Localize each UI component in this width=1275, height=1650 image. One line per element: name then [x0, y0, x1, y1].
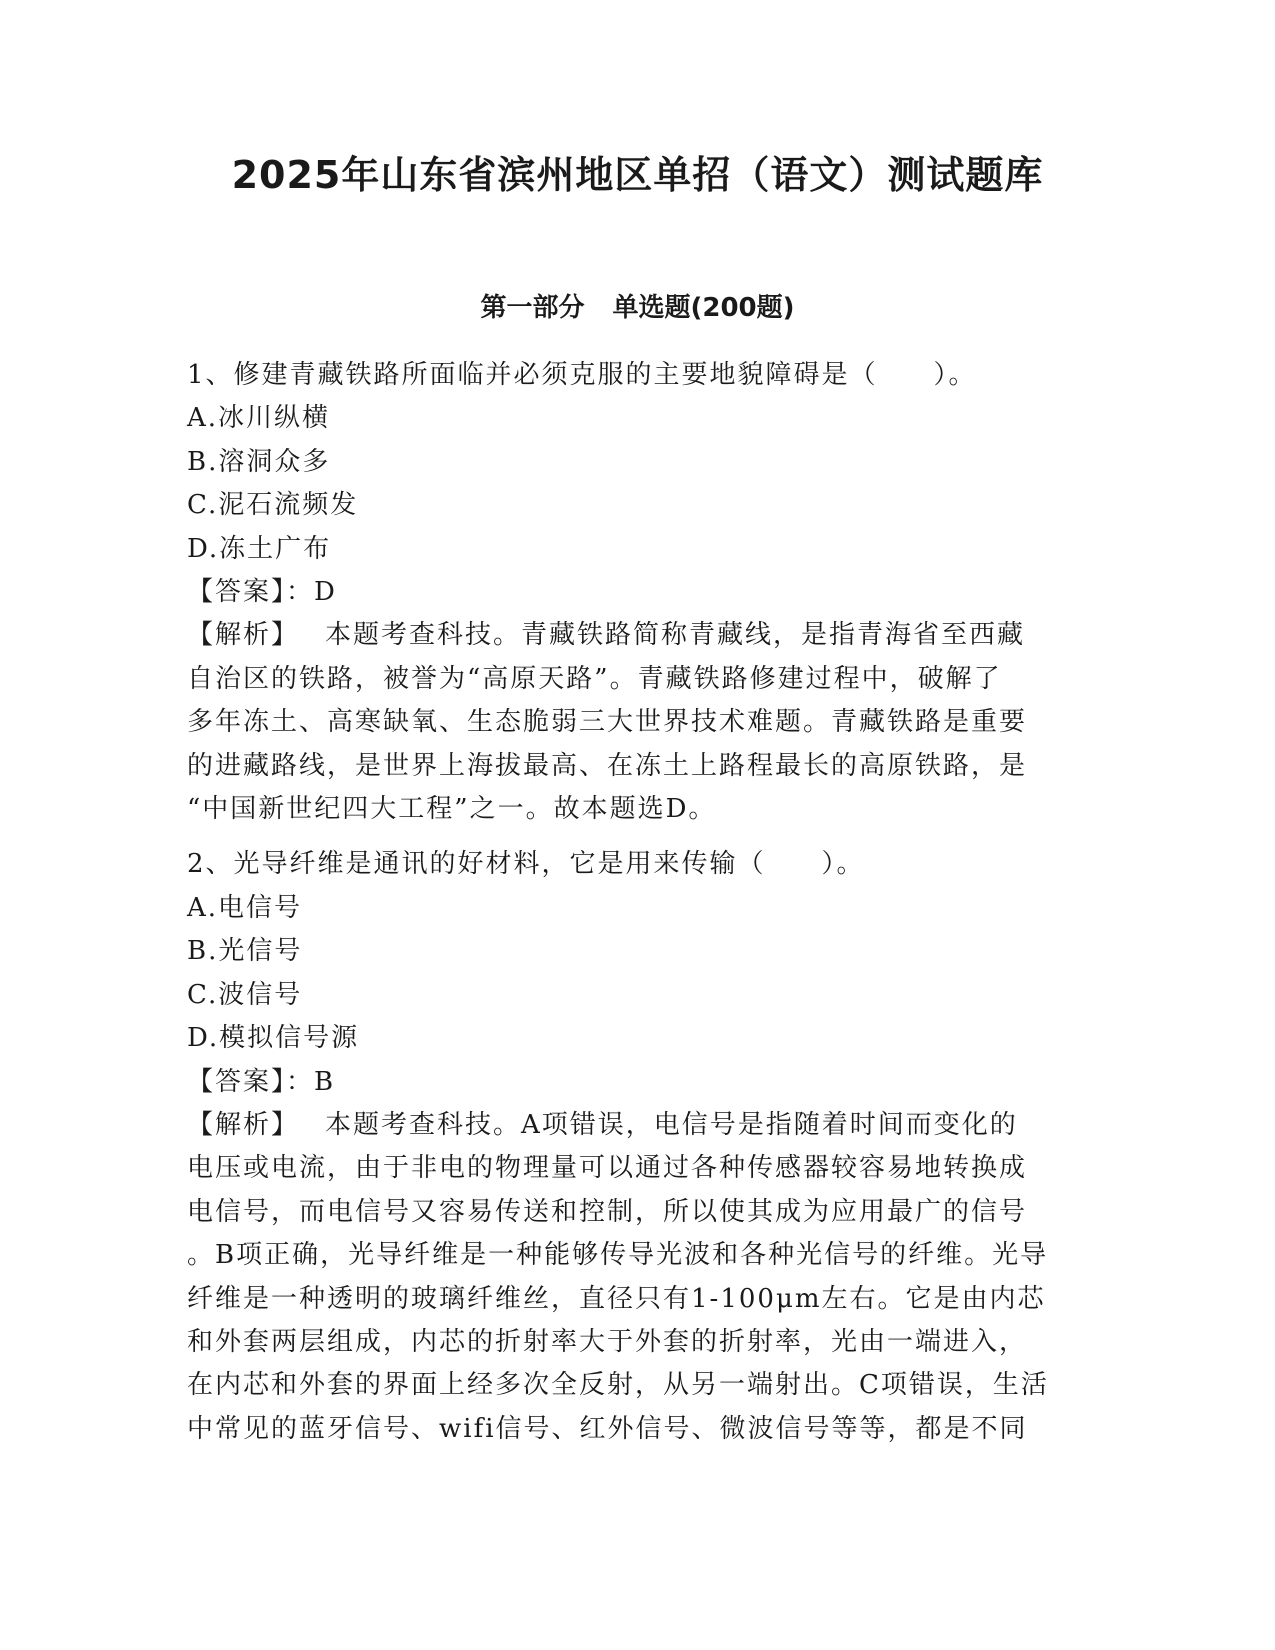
answer-value: D: [314, 577, 337, 608]
explanation-line: 自治区的铁路，被誉为“高原天路”。青藏铁路修建过程中，破解了: [187, 663, 1002, 694]
document-title: 2025年山东省滨州地区单招（语文）测试题库: [231, 153, 1044, 197]
explanation-label: 【解析】: [187, 620, 300, 651]
answer-value: B: [314, 1066, 336, 1097]
section-heading: [0, 288, 1275, 328]
explanation-line: 中常见的蓝牙信号、wifi信号、红外信号、微波信号等等，都是不同: [187, 1413, 1028, 1444]
option-b: B.溶洞众多: [187, 446, 331, 477]
option-a: A.电信号: [187, 892, 303, 923]
explanation-text: 本题考查科技。青藏铁路简称青藏线，是指青海省至西藏: [325, 620, 1026, 651]
question-stem: 2、光导纤维是通讯的好材料，它是用来传输（ ）。: [187, 849, 865, 880]
explanation-line: 在内芯和外套的界面上经多次全反射，从另一端射出。C项错误，生活: [187, 1370, 1049, 1401]
explanation-text: 本题考查科技。A项错误，电信号是指随着时间而变化的: [325, 1109, 1018, 1140]
option-c: C.泥石流频发: [187, 490, 359, 521]
question-1: [187, 354, 1087, 831]
explanation-line: [187, 1104, 1087, 1147]
option-b: B.光信号: [187, 936, 303, 967]
question-stem: 1、修建青藏铁路所面临并必须克服的主要地貌障碍是（ ）。: [187, 360, 977, 390]
option-d: D.模拟信号源: [187, 1023, 360, 1054]
section-heading-name: 单选题(200题): [612, 293, 795, 323]
answer-line: [187, 1061, 1087, 1104]
option-d: D.冻土广布: [187, 533, 332, 564]
explanation-label: 【解析】: [187, 1109, 300, 1140]
question-2: [187, 843, 1087, 1451]
explanation-line: “中国新世纪四大工程”之一。故本题选D。: [187, 794, 717, 825]
explanation-line: 多年冻土、高寒缺氧、生态脆弱三大世界技术难题。青藏铁路是重要: [187, 707, 1028, 738]
explanation-line: [187, 614, 1087, 657]
answer-line: [187, 571, 1087, 614]
explanation-line: 纤维是一种透明的玻璃纤维丝，直径只有1-100μm左右。它是由内芯: [187, 1283, 1046, 1314]
explanation-line: 电压或电流，由于非电的物理量可以通过各种传感器较容易地转换成: [187, 1153, 1028, 1184]
question-list: [187, 354, 1087, 1451]
option-c: C.波信号: [187, 979, 303, 1010]
answer-label: 【答案】：: [187, 1066, 315, 1097]
explanation-line: 电信号，而电信号又容易传送和控制，所以使其成为应用最广的信号: [187, 1196, 1028, 1227]
answer-label: 【答案】：: [187, 577, 315, 608]
explanation-line: 的进藏路线，是世界上海拔最高、在冻土上路程最长的高原铁路，是: [187, 750, 1028, 781]
explanation-line: 和外套两层组成，内芯的折射率大于外套的折射率，光由一端进入，: [187, 1326, 1028, 1357]
explanation-line: 。B项正确，光导纤维是一种能够传导光波和各种光信号的纤维。光导: [187, 1240, 1049, 1271]
section-heading-part: 第一部分: [480, 293, 585, 323]
option-a: A.冰川纵横: [187, 403, 331, 434]
